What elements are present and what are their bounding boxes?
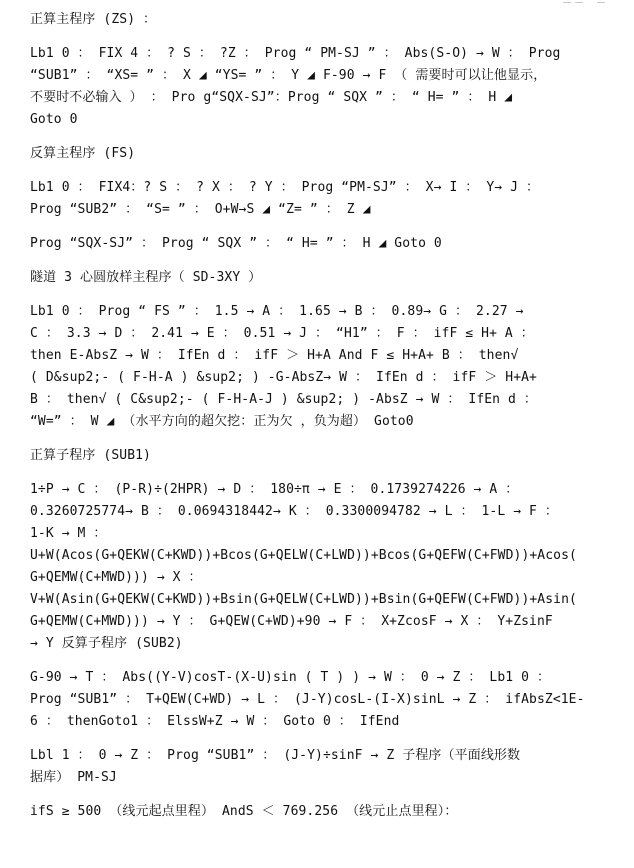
text-line: 据库） PM-SJ: [30, 770, 117, 785]
program-sub2-code-2: [30, 745, 620, 789]
text-line: → Y 反算子程序 (SUB2): [30, 636, 183, 651]
text-line: 1-K → M ：: [30, 526, 107, 541]
text-line: 隧道 3 心圆放样主程序（ SD-3XY ）: [30, 270, 262, 285]
text-line: Lbl 1 ： 0 → Z ： Prog “SUB1” ： (J-Y)÷sinF → Z 子程序（平面线形数: [30, 748, 521, 763]
text-line: B ： then√ ( C&sup2;- ( F-H-A-J ) &sup2; ) -AbsZ → W ： IfEn d ：: [30, 392, 537, 407]
text-line: Prog “SUB2” ： “S= ” ： O+W→S ◢ “Z= ” ： Z ◢: [30, 202, 371, 217]
program-pm-sj-code: [30, 801, 620, 823]
program-zs-code: [30, 43, 620, 131]
text-line: U+W(Acos(G+QEKW(C+KWD))+Bcos(G+QELW(C+LWD))+Bcos(G+QEFW(C+FWD))+Acos(: [30, 548, 577, 563]
heading-sd-3xy: [30, 267, 620, 289]
text-line: G+QEMW(C+MWD))) → Y ： G+QEW(C+WD)+90 → F ： X+ZcosF → X ： Y+ZsinF: [30, 614, 553, 629]
text-line: Lb1 0 ： FIX 4 ： ? S ： ?Z ： Prog “ PM-SJ ” ： Abs(S-O) → W ： Prog: [30, 46, 561, 61]
text-line: Lb1 0 ： FIX4：? S ： ? X ： ? Y ： Prog “PM-SJ” ： X→ I ： Y→ J ：: [30, 180, 540, 195]
program-fs-code: [30, 177, 620, 221]
text-line: G-90 → T ： Abs((Y-V)cosT-(X-U)sin ( T ) ) → W ： 0 → Z ： Lb1 0 ：: [30, 670, 551, 685]
text-line: then E-AbsZ → W ： IfEn d ： ifF ＞ H+A And F ≤ H+A+ B ： then√: [30, 348, 519, 363]
text-line: G+QEMW(C+MWD))) → X ：: [30, 570, 202, 585]
text-line: 1÷P → C ： (P-R)÷(2HPR) → D ： 180÷π → E ： 0.1739274226 → A ：: [30, 482, 519, 497]
text-line: 正算子程序 (SUB1): [30, 448, 151, 463]
heading-fs: [30, 143, 620, 165]
heading-zs: [30, 9, 620, 31]
text-line: 正算主程序 (ZS) ：: [30, 12, 157, 27]
page-corner-marks: [0, 0, 634, 6]
text-line: 6 ： thenGoto1 ： ElssW+Z → W ： Goto 0 ： IfEnd: [30, 714, 400, 729]
text-line: Prog “SQX-SJ” ： Prog “ SQX ” ： “ H= ” ： H ◢ Goto 0: [30, 236, 442, 251]
text-line: ( D&sup2;- ( F-H-A ) &sup2; ) -G-AbsZ→ W ： IfEn d ： ifF ＞ H+A+: [30, 370, 537, 385]
text-line: “SUB1” ： “XS= ” ： X ◢ “YS= ” ： Y ◢ F-90 → F （ 需要时可以让他显示，: [30, 68, 547, 83]
text-line: “W=” ： W ◢ （水平方向的超欠挖：正为欠 ，负为超） Goto0: [30, 414, 414, 429]
program-sub1-code: [30, 479, 620, 655]
text-line: 不要时不必输入 ） ： Pro g“SQX-SJ”：Prog “ SQX ” ： “ H= ” ： H ◢: [30, 90, 513, 105]
text-line: V+W(Asin(G+QEKW(C+KWD))+Bsin(G+QELW(C+LWD))+Bsin(G+QEFW(C+FWD))+Asin(: [30, 592, 577, 607]
program-sd-3xy-code: [30, 301, 620, 433]
text-line: 反算主程序 (FS): [30, 146, 136, 161]
text-line: Lb1 0 ： Prog “ FS ” ： 1.5 → A ： 1.65 → B ： 0.89→ G ： 2.27 →: [30, 304, 524, 319]
text-line: C ： 3.3 → D ： 2.41 → E ： 0.51 → J ： “H1” ： F ： ifF ≤ H+ A ：: [30, 326, 534, 341]
program-sub2-code: [30, 667, 620, 733]
heading-sub1: [30, 445, 620, 467]
text-line: Goto 0: [30, 112, 78, 127]
text-line: Prog “SUB1” ： T+QEW(C+WD) → L ： (J-Y)cosL-(I-X)sinL → Z ： ifAbsZ<1E-: [30, 692, 585, 707]
program-fs-code-2: [30, 233, 620, 255]
text-line: 0.3260725774→ B ： 0.0694318442→ K ： 0.3300094782 → L ： 1-L → F ：: [30, 504, 558, 519]
document-body: [30, 9, 620, 823]
text-line: ifS ≥ 500 （线元起点里程） AndS ＜ 769.256 （线元止点里程）：: [30, 804, 458, 819]
